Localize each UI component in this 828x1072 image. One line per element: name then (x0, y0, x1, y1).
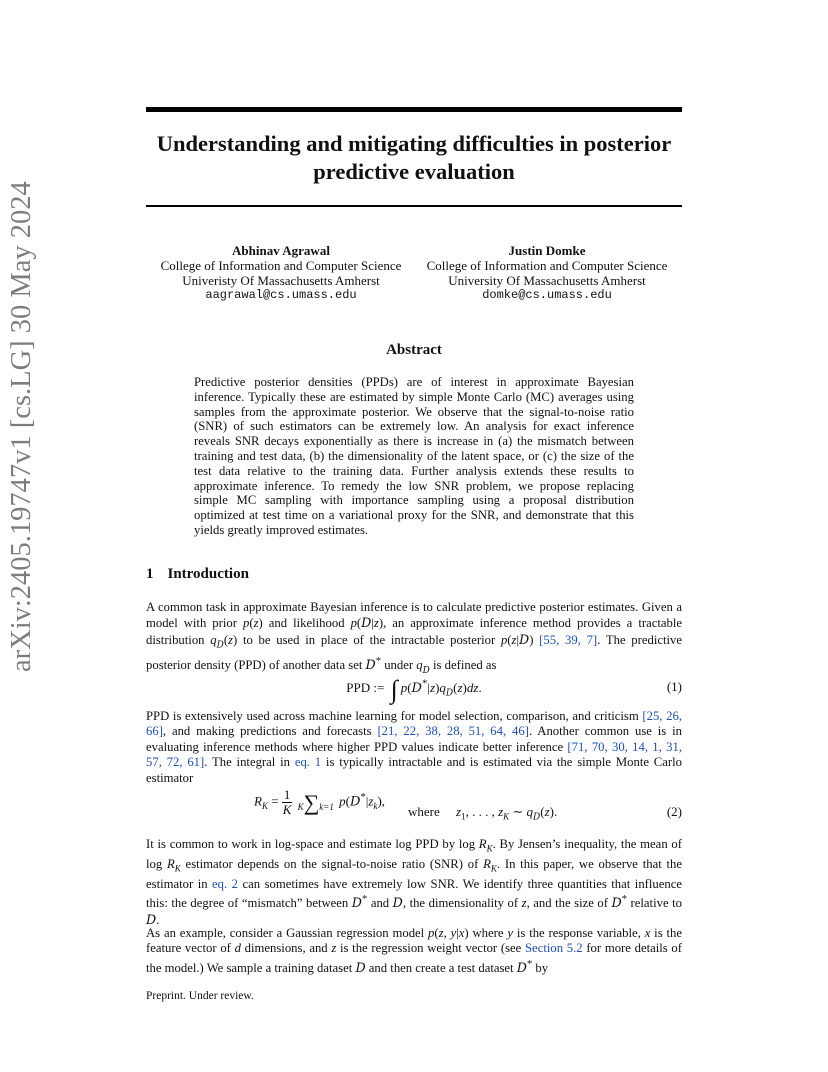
author-email: domke@cs.umass.edu (482, 288, 612, 302)
intro-paragraph-4: As an example, consider a Gaussian regression model p(z, y|x) where y is the response variable, x is the feature vector of d dimensions, and z is the regression weight vector (see Section 5.2 for more details of the model.) We sample a training dataset D and then create a test dataset D* by (146, 926, 683, 976)
section-number: 1 (146, 566, 154, 582)
author-block-1 (146, 243, 416, 303)
author-institution: University Of Massachusetts Amherst (448, 273, 646, 288)
author-email: aagrawal@cs.umass.edu (205, 288, 357, 302)
equation-lhs: PPD := (346, 680, 385, 695)
abstract-text: Predictive posterior densities (PPDs) are of interest in approximate Bayesian inference. Typically these are estimated by simple Monte Carlo (MC) averages using samples from the approximate posterior. We observe that the signal-to-noise ratio (SNR) of such estimators can be extremely low. An analysis for exact inference reveals SNR decays exponentially as there is increase in (a) the mismatch between training and test data, (b) the dimensionality of the latent space, or (c) the size of the test data relative to the training data. Further analysis extends these results to approximate inference. To remedy the low SNR problem, we propose replacing simple MC sampling with importance sampling using a proposal distribution optimized at test time on a variational proxy for the SNR, and demonstrate that this yields greatly improved estimates. (194, 375, 634, 537)
author-block-2 (412, 243, 682, 303)
paper-title: Understanding and mitigating difficulties in posterior predictive evaluation (156, 131, 672, 184)
citation-link[interactable]: [25, 26, 66] (146, 709, 682, 739)
section-title: Introduction (167, 566, 249, 582)
section-heading (146, 566, 249, 583)
author-name: Abhinav Agrawal (232, 243, 330, 258)
equation-link[interactable]: eq. 1 (294, 755, 322, 770)
section-link[interactable]: Section 5.2 (525, 941, 583, 956)
title-top-rule (146, 107, 682, 112)
author-affiliation: College of Information and Computer Science (426, 258, 668, 273)
abstract-heading: Abstract (386, 342, 442, 358)
author-name: Justin Domke (508, 243, 586, 258)
equation-number: (2) (666, 804, 682, 819)
equation-where: where (408, 804, 440, 819)
arxiv-stamp: arXiv:2405.19747v1 [cs.LG] 30 May 2024 (6, 181, 37, 672)
title-bottom-rule (146, 205, 682, 207)
equation-link[interactable]: eq. 2 (212, 876, 239, 891)
footer-note: Preprint. Under review. (146, 990, 254, 1002)
citation-link[interactable]: [55, 39, 7] (539, 632, 598, 647)
equation-1: PPD := ∫ $p(D^*|z)q_D(z)dz$. (1) (346, 675, 682, 704)
intro-paragraph-2: PPD is extensively used across machine learning for model selection, comparison, and criticism [25, 26, 66], and making predictions and forecasts [21, 22, 38, 28, 51, 64, 46]. Another common use is in evaluating inference methods where higher PPD values indicate better inference [71, 70, 30, 14, 1, 31, 57, 72, 61]. The integral in eq. 1 is typically intractable and is estimated via the simple Monte Carlo estimator (146, 709, 682, 785)
citation-link[interactable]: [71, 70, 30, 14, 1, 31, 57, 72, 61] (146, 739, 682, 770)
citation-link[interactable]: [21, 22, 38, 28, 51, 64, 46] (377, 724, 529, 739)
intro-paragraph-3: It is common to work in log-space and estimate log PPD by $\log R_K$. By Jensen’s inequality, the mean of $\log R_K$ estimator depends on the signal-to-noise ratio (SNR) of $R_K$. In this paper, we observe that the estimator in eq. 2 can sometimes have extremely low SNR. We identify three quantities that influence this: the degree of “mismatch” between D* and D, the dimensionality of z, and the size of D* relative to D. (146, 837, 683, 927)
equation-number: (1) (666, 679, 682, 694)
author-institution: Univeristy Of Massachusetts Amherst (182, 273, 380, 288)
intro-paragraph-1: A common task in approximate Bayesian inference is to calculate predictive posterior estimates. Given a model with prior p(z) and likelihood p(D|z), an approximate inference method provides a tractable distribution $q_D(z)$ to be used in place of the intractable posterior p(z|D) [55, 39, 7]. The predictive posterior density (PPD) of another data set D* under $q_D$ is defined as (146, 600, 683, 676)
author-affiliation: College of Information and Computer Science (160, 258, 402, 273)
